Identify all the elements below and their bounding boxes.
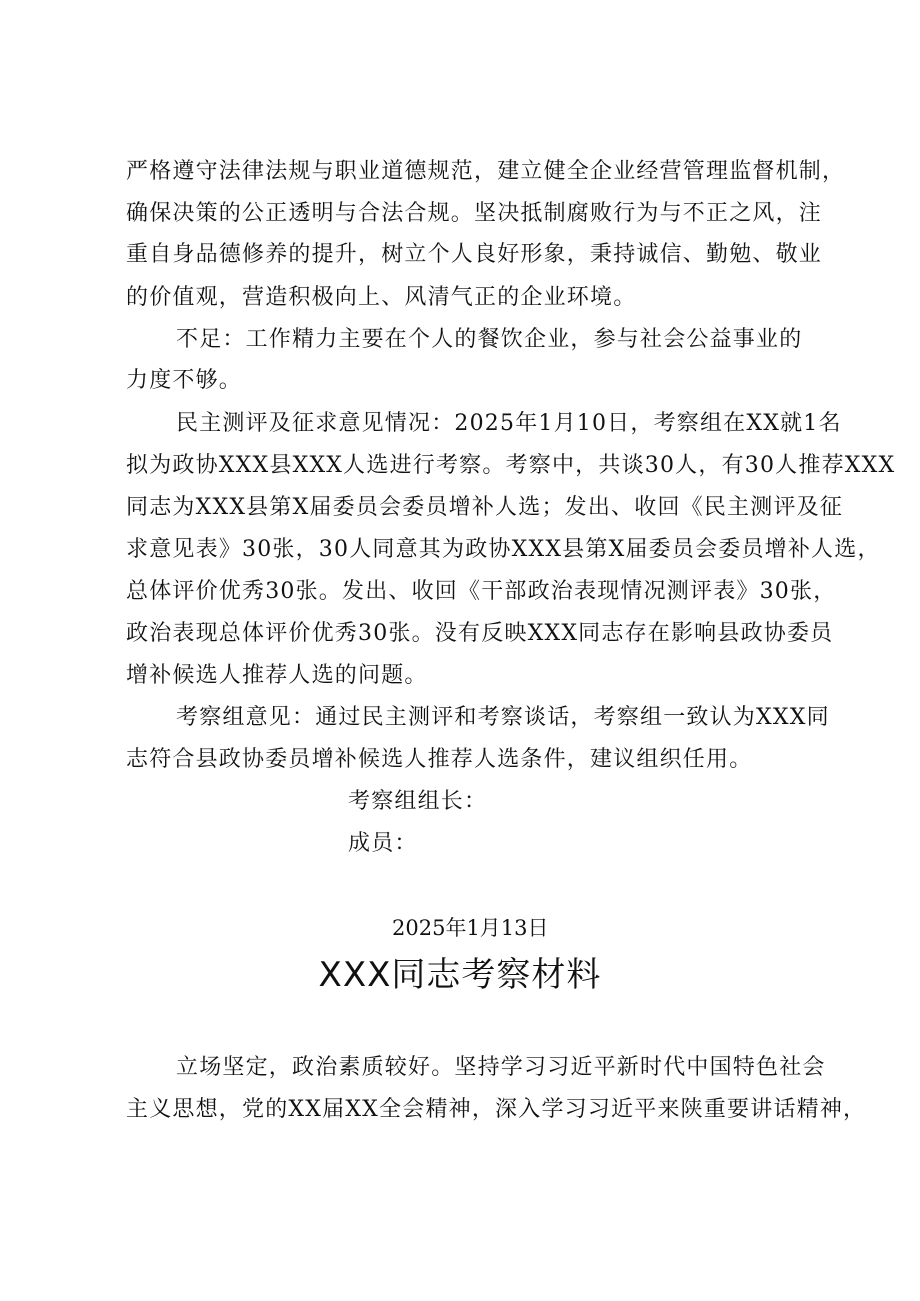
paragraph-integrity-line-1: 严格遵守法律法规与职业道德规范，建立健全企业经营管理监督机制， [126, 159, 846, 184]
paragraph-evaluation-line-6: 政治表现总体评价优秀30张。没有反映XXX同志存在影响县政协委员 [126, 621, 834, 646]
paragraph-opinion-line-2: 志符合县政协委员增补候选人推荐人选条件，建议组织任用。 [126, 747, 753, 772]
page-title: XXX同志考察材料 [318, 955, 602, 995]
paragraph-integrity-line-4: 的价值观，营造积极向上、风清气正的企业环境。 [126, 285, 637, 310]
paragraph-political-line-1: 立场坚定，政治素质较好。坚持学习习近平新时代中国特色社会 [176, 1055, 826, 1080]
paragraph-evaluation-line-2: 拟为政协XXX县XXX人选进行考察。考察中，共谈30人，有30人推荐XXX [126, 453, 896, 478]
paragraph-evaluation-line-5: 总体评价优秀30张。发出、收回《干部政治表现情况测评表》30张， [126, 579, 837, 604]
paragraph-evaluation-line-3: 同志为XXX县第X届委员会委员增补人选；发出、收回《民主测评及征 [126, 495, 844, 520]
leader-signature-label: 考察组组长： [348, 789, 488, 814]
members-signature-label: 成员： [348, 831, 418, 856]
paragraph-evaluation-line-7: 增补候选人推荐人选的问题。 [126, 663, 428, 688]
paragraph-evaluation-line-4: 求意见表》30张，30人同意其为政协XXX县第X届委员会委员增补人选， [126, 537, 881, 562]
paragraph-integrity-line-3: 重自身品德修养的提升，树立个人良好形象，秉持诚信、勤勉、敬业 [126, 242, 823, 267]
paragraph-evaluation-line-1: 民主测评及征求意见情况：2025年1月10日，考察组在XX就1名 [176, 411, 842, 436]
document-date: 2025年1月13日 [392, 916, 549, 940]
paragraph-integrity-line-2: 确保决策的公正透明与合法合规。坚决抵制腐败行为与不正之风，注 [126, 201, 823, 226]
paragraph-opinion-line-1: 考察组意见：通过民主测评和考察谈话，考察组一致认为XXX同 [176, 705, 830, 730]
paragraph-shortcomings-line-1: 不足：工作精力主要在个人的餐饮企业，参与社会公益事业的 [176, 327, 803, 352]
paragraph-shortcomings-line-2: 力度不够。 [126, 368, 243, 393]
paragraph-political-line-2: 主义思想，党的XX届XX全会精神，深入学习习近平来陕重要讲话精神， [126, 1097, 867, 1122]
